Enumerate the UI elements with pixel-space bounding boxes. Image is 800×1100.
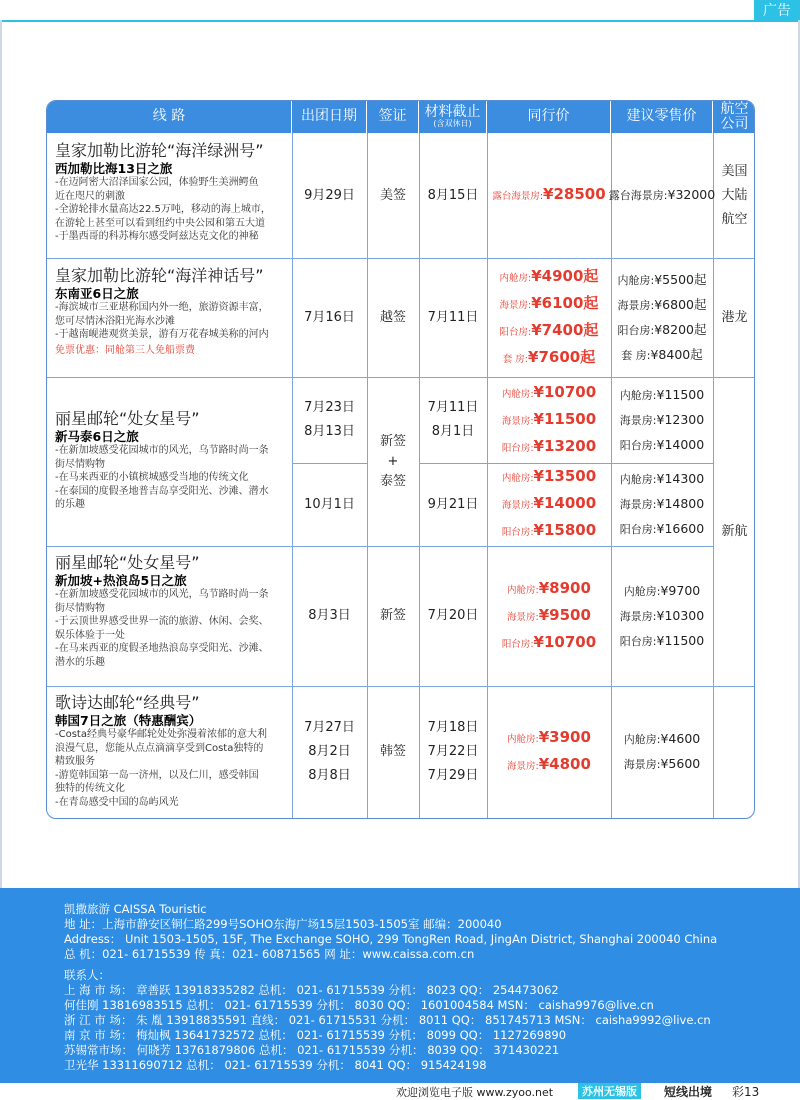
deadline-text: 9月21日 bbox=[427, 496, 479, 512]
room-type-label: 海景房: bbox=[619, 609, 657, 623]
route-3b-trade bbox=[487, 463, 611, 546]
retail-price-row bbox=[618, 293, 707, 318]
route-title: 丽星邮轮“处女星号” bbox=[55, 409, 200, 428]
room-type-label: 内舱房: bbox=[507, 584, 539, 596]
page-footer-strip bbox=[0, 1083, 800, 1100]
route-4-date bbox=[292, 546, 367, 686]
route-desc-line: 街尽情购物 bbox=[55, 458, 105, 470]
route-promo: 免票优惠：同舱第三人免船票费 bbox=[55, 344, 195, 356]
visa-text: + bbox=[387, 453, 399, 469]
airline-text: 新航 bbox=[721, 523, 748, 539]
route-title: 歌诗达邮轮“经典号” bbox=[55, 693, 200, 712]
trade-price-row bbox=[502, 464, 596, 491]
route-3b-dates bbox=[292, 463, 367, 546]
trade-price-row bbox=[500, 264, 599, 291]
room-type-label: 海景房: bbox=[507, 761, 539, 772]
trade-price-value: ¥15800 bbox=[533, 521, 597, 539]
trade-price-row bbox=[502, 491, 596, 518]
header-airline bbox=[713, 101, 755, 133]
room-type-label: 阳台房: bbox=[617, 323, 655, 337]
route-1-airline bbox=[713, 133, 755, 258]
trade-price-row bbox=[507, 725, 591, 752]
route-desc-line: -游览韩国第一岛一济州，以及仁川，感受韩国 bbox=[55, 769, 259, 781]
trade-price-value: ¥10700 bbox=[533, 382, 597, 401]
route-3a-trade bbox=[487, 377, 611, 463]
retail-price-row bbox=[621, 343, 702, 368]
trade-price-value: ¥7400起 bbox=[531, 320, 599, 339]
route-4-trade bbox=[487, 546, 611, 686]
footer-contacts-heading: 联系人： bbox=[64, 968, 110, 982]
room-type-label: 露台海景房: bbox=[492, 191, 544, 202]
room-type-label: 海景房: bbox=[499, 299, 532, 311]
trade-price-value: ¥10700 bbox=[533, 632, 597, 651]
route-desc-line: -在泰国的度假圣地普吉岛享受阳光、沙滩、潜水 bbox=[55, 485, 269, 497]
route-4-deadline bbox=[419, 546, 487, 686]
retail-price-row bbox=[624, 752, 700, 777]
left-rule bbox=[0, 20, 2, 888]
route-desc-line: -于越南岘港观赏美景，游有万花春城美称的河内 bbox=[55, 329, 269, 340]
room-type-label: 阳台房: bbox=[501, 442, 534, 454]
footer-contact-line: 上 海 市 场： 章善跃 13918335282 总机： 021- 61715539 分机： 8023 QQ： 254473062 bbox=[64, 983, 559, 997]
date-text: 8月2日 bbox=[308, 744, 351, 759]
route-5-trade bbox=[487, 686, 611, 818]
date-text: 10月1日 bbox=[304, 496, 355, 512]
trade-price-value: ¥6100起 bbox=[531, 293, 599, 312]
retail-price-value: ¥6800起 bbox=[654, 296, 707, 312]
room-type-label: 内舱房: bbox=[619, 388, 657, 402]
trade-price-row bbox=[500, 291, 599, 318]
route-desc-line: 独特的传统文化 bbox=[55, 783, 125, 794]
footer-contact-line: 何佳刚 13816983515 总机： 021- 61715539 分机： 8030 QQ： 1601004584 MSN： caisha9976@live.cn bbox=[64, 998, 654, 1012]
trade-price-row bbox=[492, 182, 605, 209]
header-deadline-label: 材料截止 bbox=[424, 103, 481, 120]
route-desc-line: -于云顶世界感受世界一流的旅游、休闲、会奖、 bbox=[55, 616, 269, 627]
route-2-date bbox=[292, 258, 367, 377]
route-4-visa bbox=[367, 546, 419, 686]
route-desc-line: 潜水的乐趣 bbox=[55, 656, 105, 668]
visa-text: 越签 bbox=[379, 309, 406, 325]
route-subtitle: 东南亚6日之旅 bbox=[55, 286, 139, 301]
header-retail-price: 建议零售价 bbox=[611, 101, 713, 133]
route-1-trade bbox=[487, 133, 611, 258]
route-subtitle: 新加坡+热浪岛5日之旅 bbox=[55, 573, 187, 588]
room-type-label: 海景房: bbox=[617, 298, 655, 312]
header-airline-bottom: 公司 bbox=[720, 116, 749, 132]
route-desc-line: 街尽情购物 bbox=[55, 602, 105, 614]
route-subtitle: 韩国7日之旅（特惠酬宾） bbox=[55, 713, 202, 728]
retail-price-value: ¥4600 bbox=[660, 731, 701, 746]
deadline-text: 7月11日 bbox=[427, 400, 479, 415]
route-5 bbox=[55, 693, 295, 809]
retail-price-value: ¥14300 bbox=[656, 471, 705, 486]
room-type-label: 内舱房: bbox=[617, 273, 655, 287]
retail-price-value: ¥8400起 bbox=[650, 346, 703, 362]
retail-price-row bbox=[620, 467, 704, 492]
retail-price-value: ¥12300 bbox=[656, 411, 705, 427]
header-route: 线 路 bbox=[47, 101, 292, 133]
route-desc-line: 浪漫气息，您能从点点滴滴享受到Costa独特的 bbox=[55, 742, 264, 754]
visa-text: 韩签 bbox=[379, 744, 406, 759]
trade-price-row bbox=[502, 434, 596, 461]
route-3b-retail bbox=[611, 463, 713, 546]
header-deadline-note: (含双休日) bbox=[433, 119, 472, 129]
room-type-label: 内舱房: bbox=[619, 473, 657, 486]
footer-contact-line: 卫光华 13311690712 总机： 021- 61715539 分机： 8041 QQ： 915424198 bbox=[64, 1058, 487, 1072]
region-badge: 苏州无锡版 bbox=[578, 1083, 641, 1099]
route-3a-retail bbox=[611, 377, 713, 463]
retail-price-row bbox=[620, 604, 704, 629]
footer-phone: 总 机：021- 61715539 传 真：021- 60871565 网 址：www.caissa.com.cn bbox=[64, 947, 475, 961]
deadline-text: 7月22日 bbox=[427, 744, 479, 759]
route-3-visa bbox=[367, 377, 419, 546]
room-type-label: 内舱房: bbox=[507, 734, 539, 745]
retail-price-value: ¥14800 bbox=[656, 496, 705, 511]
trade-price-value: ¥13200 bbox=[533, 436, 597, 455]
header-visa: 签证 bbox=[367, 101, 419, 133]
route-5-retail bbox=[611, 686, 713, 818]
route-desc-line: -在新加坡感受花园城市的风光，乌节路时尚一条 bbox=[55, 589, 269, 600]
footer-contact-line: 浙 江 市 场： 朱 胤 13918835591 直线： 021- 61715531 分机： 8011 QQ： 851745713 MSN： caisha9992@live.cn bbox=[64, 1013, 711, 1027]
page-number: 彩13 bbox=[732, 1085, 760, 1099]
room-type-label: 阳台房: bbox=[619, 438, 657, 452]
visa-text: 泰签 bbox=[379, 473, 406, 489]
route-desc-line: -在青岛感受中国的岛屿风光 bbox=[55, 796, 179, 808]
header-trade-price: 同行价 bbox=[487, 101, 611, 133]
route-5-deadlines bbox=[419, 686, 487, 818]
room-type-label: 内舱房: bbox=[501, 388, 534, 400]
retail-price-row bbox=[609, 183, 715, 208]
room-type-label: 内舱房: bbox=[499, 272, 532, 284]
route-1-deadline bbox=[419, 133, 487, 258]
route-desc-line: 近在咫尺的刺激 bbox=[55, 190, 125, 202]
route-title: 丽星邮轮“处女星号” bbox=[55, 553, 200, 572]
date-text: 7月27日 bbox=[304, 720, 355, 735]
trade-price-row bbox=[507, 603, 591, 630]
footer-contact-line: 南 京 市 场： 梅灿枫 13641732572 总机： 021- 61715539 分机： 8099 QQ： 1127269890 bbox=[64, 1028, 567, 1042]
deadline-text: 7月11日 bbox=[427, 309, 479, 325]
retail-price-value: ¥5600 bbox=[660, 756, 701, 771]
retail-price-value: ¥5500起 bbox=[654, 271, 707, 287]
retail-price-row bbox=[620, 492, 704, 517]
route-subtitle: 新马泰6日之旅 bbox=[55, 429, 139, 444]
route-3a-dates bbox=[292, 377, 367, 463]
route-4 bbox=[55, 553, 295, 669]
date-text: 8月8日 bbox=[308, 768, 351, 783]
deadline-text: 8月15日 bbox=[427, 187, 479, 203]
date-text: 7月16日 bbox=[304, 309, 355, 325]
room-type-label: 阳台房: bbox=[619, 523, 657, 536]
room-type-label: 内舱房: bbox=[623, 584, 661, 598]
room-type-label: 海景房: bbox=[623, 758, 661, 771]
route-desc-line: -海滨城市三亚堪称国内外一绝，旅游资源丰富， bbox=[55, 302, 269, 313]
route-desc-line: 精致服务 bbox=[55, 756, 95, 767]
room-type-label: 阳台房: bbox=[501, 527, 534, 538]
room-type-label: 露台海景房: bbox=[608, 189, 668, 202]
route-2-airline bbox=[713, 258, 755, 377]
room-type-label: 阳台房: bbox=[501, 638, 534, 650]
footer-address-en: Address： Unit 1503-1505, 15F, The Exchange SOHO, 299 TongRen Road, JingAn District, Shanghai 200040 China bbox=[64, 932, 718, 946]
route-2-retail bbox=[611, 258, 713, 377]
route-2-deadline bbox=[419, 258, 487, 377]
route-title: 皇家加勒比游轮“海洋神话号” bbox=[55, 266, 264, 285]
contact-footer bbox=[0, 888, 800, 1083]
trade-price-value: ¥13500 bbox=[533, 467, 597, 485]
trade-price-row bbox=[503, 345, 595, 372]
retail-price-row bbox=[618, 268, 707, 293]
retail-price-value: ¥32000 bbox=[667, 187, 716, 202]
route-1-date bbox=[292, 133, 367, 258]
footer-contact-line: 苏锡常市场： 何晓芳 13761879806 总机： 021- 61715539 分机： 8039 QQ： 371430221 bbox=[64, 1043, 560, 1057]
trade-price-row bbox=[502, 518, 596, 545]
route-title: 皇家加勒比游轮“海洋绿洲号” bbox=[55, 141, 264, 160]
date-text: 9月29日 bbox=[304, 187, 355, 203]
room-type-label: 阳台房: bbox=[619, 634, 657, 648]
route-desc-line: 娱乐体验于一处 bbox=[55, 629, 125, 641]
retail-price-row bbox=[620, 629, 704, 654]
visa-text: 美签 bbox=[379, 187, 406, 203]
route-desc-line: 您可尽情沐浴阳光海水沙滩 bbox=[55, 315, 175, 327]
visa-text: 新签 bbox=[379, 433, 406, 449]
date-text: 8月3日 bbox=[308, 608, 351, 623]
route-1-visa bbox=[367, 133, 419, 258]
route-2-visa bbox=[367, 258, 419, 377]
footer-company: 凯撒旅游 CAISSA Touristic bbox=[64, 902, 207, 916]
welcome-link[interactable]: 欢迎浏览电子版 www.zyoo.net bbox=[396, 1086, 554, 1099]
date-text: 7月23日 bbox=[304, 400, 355, 415]
retail-price-row bbox=[620, 383, 704, 408]
retail-price-row bbox=[620, 517, 704, 542]
room-type-label: 海景房: bbox=[619, 498, 657, 511]
trade-price-value: ¥7600起 bbox=[528, 347, 596, 366]
footer-address-cn: 地 址：上海市静安区铜仁路299号SOHO东海广场15层1503-1505室 邮编：200040 bbox=[64, 917, 502, 931]
route-1 bbox=[55, 141, 295, 244]
route-desc-line: -在马来西亚的度假圣地热浪岛享受阳光、沙滩、 bbox=[55, 643, 269, 654]
room-type-label: 海景房: bbox=[619, 413, 657, 427]
airline-text: 港龙 bbox=[721, 309, 748, 325]
trade-price-value: ¥14000 bbox=[533, 494, 597, 512]
section-name: 短线出境 bbox=[664, 1085, 713, 1099]
route-desc-line: -在马来西亚的小镇槟城感受当地的传统文化 bbox=[55, 472, 249, 483]
route-desc-line: -在新加坡感受花园城市的风光，乌节路时尚一条 bbox=[55, 445, 269, 456]
route-desc-line: -在迈阿密大沼泽国家公园，体验野生美洲鳄鱼 bbox=[55, 177, 259, 188]
trade-price-value: ¥4800 bbox=[538, 755, 591, 773]
room-type-label: 海景房: bbox=[507, 611, 539, 623]
route-2-trade bbox=[487, 258, 611, 377]
retail-price-value: ¥9700 bbox=[660, 582, 701, 598]
trade-price-value: ¥3900 bbox=[538, 728, 591, 746]
trade-price-value: ¥4900起 bbox=[531, 266, 599, 285]
trade-price-row bbox=[502, 407, 596, 434]
retail-price-row bbox=[620, 433, 704, 458]
retail-price-value: ¥8200起 bbox=[654, 321, 707, 337]
retail-price-value: ¥14000 bbox=[656, 436, 705, 452]
route-3a-deadlines bbox=[419, 377, 487, 463]
route-desc-line: 在游轮上甚至可以看到纽约中央公园和第五大道 bbox=[55, 217, 265, 229]
itinerary-table bbox=[46, 100, 755, 819]
date-text: 8月13日 bbox=[304, 424, 355, 439]
top-rule bbox=[0, 20, 756, 22]
retail-price-row bbox=[624, 727, 700, 752]
room-type-label: 内舱房: bbox=[623, 733, 661, 746]
trade-price-value: ¥11500 bbox=[533, 409, 597, 428]
retail-price-value: ¥11500 bbox=[656, 632, 705, 648]
route-1-retail bbox=[608, 133, 716, 258]
route-desc-line: -Costa经典号豪华邮轮处处弥漫着浓郁的意大利 bbox=[55, 729, 267, 740]
room-type-label: 套 房: bbox=[621, 348, 651, 362]
route-desc-line: -于墨西哥的科苏梅尔感受阿兹达克文化的神秘 bbox=[55, 231, 259, 242]
airline-text: 美国 bbox=[721, 163, 748, 179]
retail-price-row bbox=[618, 318, 707, 343]
trade-price-value: ¥9500 bbox=[538, 605, 591, 624]
deadline-text: 8月1日 bbox=[431, 424, 475, 439]
retail-price-row bbox=[624, 579, 700, 604]
trade-price-row bbox=[502, 630, 596, 657]
trade-price-row bbox=[507, 576, 591, 603]
route-5-visa bbox=[367, 686, 419, 818]
retail-price-value: ¥11500 bbox=[656, 386, 705, 402]
route-desc-line: 的乐趣 bbox=[55, 499, 85, 510]
retail-price-row bbox=[620, 408, 704, 433]
route-4-retail bbox=[611, 546, 713, 686]
ad-tag: 广告 bbox=[754, 0, 800, 22]
route-3 bbox=[55, 409, 295, 512]
airline-text: 航空 bbox=[721, 211, 748, 227]
trade-price-value: ¥8900 bbox=[538, 578, 591, 597]
trade-price-row bbox=[500, 318, 599, 345]
route-desc-line: -全游轮排水量高达22.5万吨，移动的海上城市， bbox=[55, 204, 271, 215]
deadline-text: 7月20日 bbox=[427, 608, 479, 623]
trade-price-row bbox=[502, 380, 596, 407]
deadline-text: 7月18日 bbox=[427, 720, 479, 735]
header-deadline bbox=[419, 101, 487, 133]
room-type-label: 海景房: bbox=[501, 500, 534, 511]
route-5-dates bbox=[292, 686, 367, 818]
room-type-label: 套 房: bbox=[502, 353, 529, 365]
route-3b-deadlines bbox=[419, 463, 487, 546]
trade-price-value: ¥28500 bbox=[543, 185, 606, 203]
header-date: 出团日期 bbox=[292, 101, 367, 133]
trade-price-row bbox=[507, 752, 591, 779]
retail-price-value: ¥16600 bbox=[656, 521, 705, 536]
route-3-4-airline bbox=[713, 377, 755, 686]
retail-price-value: ¥10300 bbox=[656, 607, 705, 623]
header-airline-top: 航空 bbox=[720, 100, 749, 117]
route-subtitle: 西加勒比海13日之旅 bbox=[55, 161, 173, 176]
room-type-label: 内舱房: bbox=[501, 473, 534, 484]
route-2 bbox=[55, 266, 295, 358]
room-type-label: 阳台房: bbox=[499, 326, 532, 338]
airline-text: 大陆 bbox=[721, 187, 748, 203]
deadline-text: 7月29日 bbox=[427, 768, 479, 783]
visa-text: 新签 bbox=[379, 608, 406, 623]
room-type-label: 海景房: bbox=[501, 415, 534, 427]
